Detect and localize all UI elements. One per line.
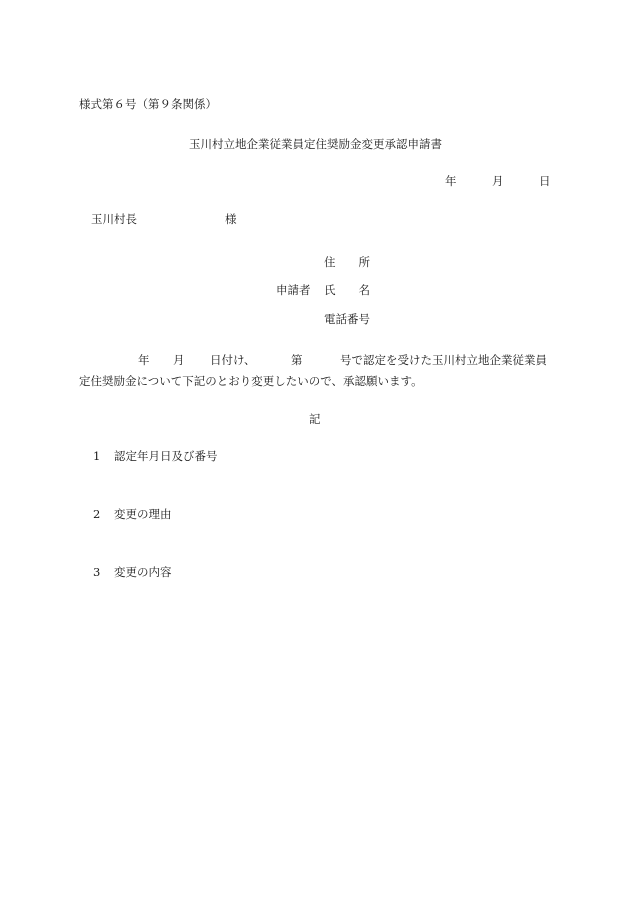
date-day-label: 日 — [539, 174, 551, 188]
item-number: 2 — [93, 507, 101, 521]
body-month: 月 — [173, 353, 185, 367]
applicant-phone-label: 電話番号 — [324, 312, 370, 326]
body-line2: 定住奨励金について下記のとおり変更したいので、承認願います。 — [79, 374, 423, 388]
body-number-prefix: 第 — [291, 353, 303, 367]
applicant-label: 申請者 — [276, 283, 311, 297]
body-day-suffix: 日付け、 — [210, 353, 256, 367]
form-number: 様式第６号（第９条関係） — [79, 97, 217, 111]
addressee-honorific: 様 — [225, 212, 237, 226]
item-label: 変更の理由 — [114, 507, 172, 521]
addressee-name: 玉川村長 — [91, 212, 137, 226]
item-number: 1 — [93, 449, 101, 463]
body-year: 年 — [138, 353, 150, 367]
item-label: 認定年月日及び番号 — [114, 449, 218, 463]
applicant-name-label: 氏 名 — [324, 283, 370, 297]
date-year-label: 年 — [445, 174, 457, 188]
date-month-label: 月 — [492, 174, 504, 188]
applicant-address-label: 住 所 — [324, 255, 370, 269]
document-title: 玉川村立地企業従業員定住奨励金変更承認申請書 — [189, 137, 442, 151]
body-line1-rest: 号で認定を受けた玉川村立地企業従業員 — [340, 353, 547, 367]
item-label: 変更の内容 — [114, 565, 172, 579]
ki-heading: 記 — [309, 412, 321, 426]
item-number: 3 — [93, 565, 101, 579]
